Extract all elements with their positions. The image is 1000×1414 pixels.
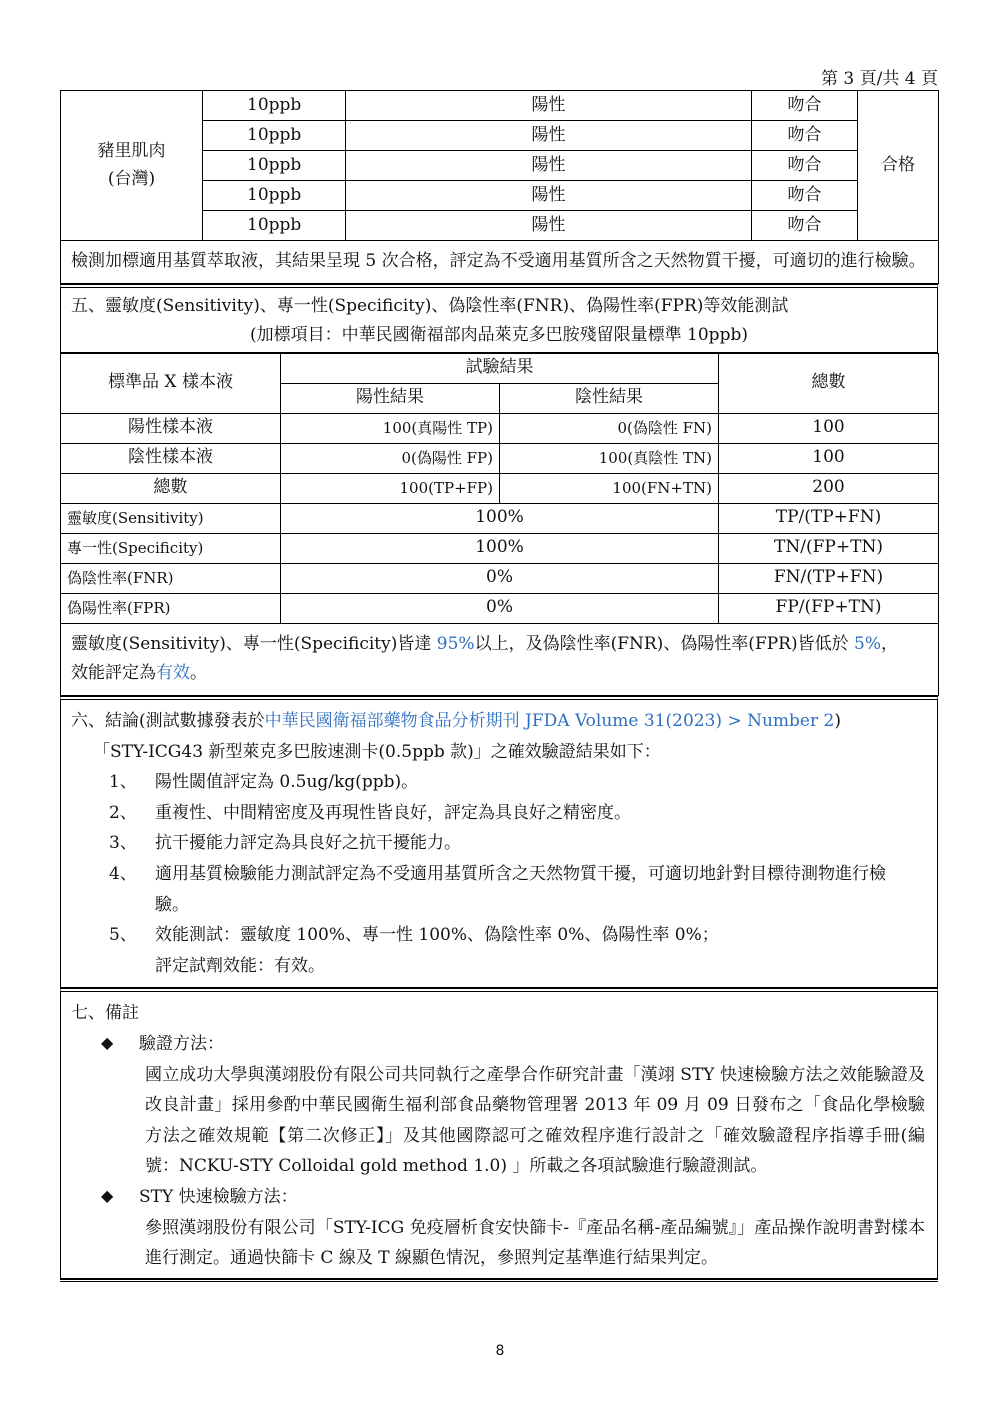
positive-count: 100(TP+FP) bbox=[281, 473, 500, 503]
section-5-header bbox=[60, 284, 938, 353]
page-number: 8 bbox=[495, 1343, 505, 1359]
row-total: 100 bbox=[719, 443, 939, 473]
bullet-title: 驗證方法： bbox=[139, 1033, 224, 1054]
list-item bbox=[71, 859, 929, 920]
bullet-paragraph: 國立成功大學與漢翊股份有限公司共同執行之產學合作研究計畫「漢翊 STY 快速檢驗方法之效能驗證及改良計畫」採用參酌中華民國衛生福利部食品藥物管理署 2013 年 09 月 09 日發布之「食品化學檢驗方法之確效規範【第二次修正】」及其他國際認可之確效程序進行設計之「確效驗證程序指導手冊(編號：NCKU-STY Colloidal gold method 1.0) 」所載之各項試驗進行驗證測試。 bbox=[145, 1064, 925, 1177]
bullet-paragraph: 參照漢翊股份有限公司「STY-ICG 免疫層析食安快篩卡-『產品名稱-產品編號』」產品操作說明書對樣本進行測定。通過快篩卡 C 線及 T 線顯色情況，參照判定基準進行結果判定。 bbox=[145, 1217, 925, 1269]
conclusion-text: 靈敏度(Sensitivity)、專一性(Specificity)皆達 bbox=[71, 633, 437, 654]
matrix-note: 檢測加標適用基質萃取液，其結果呈現 5 次合格，評定為不受適用基質所含之天然物質干擾，可適切的進行檢驗。 bbox=[61, 241, 939, 284]
diamond-bullet-icon: ◆ bbox=[101, 1032, 114, 1052]
list-item bbox=[71, 828, 929, 859]
metric-name: 偽陰性率(FNR) bbox=[61, 563, 281, 593]
conclusion-text: 以上，及偽陰性率(FNR)、偽陽性率(FPR)皆低於 bbox=[474, 633, 855, 654]
conclusion-text: 。 bbox=[190, 663, 207, 684]
positive-header: 陽性結果 bbox=[281, 383, 500, 413]
threshold-value: 5% bbox=[854, 633, 881, 654]
positive-count: 100(真陽性 TP) bbox=[281, 413, 500, 443]
metric-formula: TN/(FP+TN) bbox=[719, 533, 939, 563]
concentration-cell: 10ppb bbox=[203, 211, 346, 241]
row-label: 總數 bbox=[61, 473, 281, 503]
row-total: 200 bbox=[719, 473, 939, 503]
metric-value: 100% bbox=[281, 503, 719, 533]
list-number: 4、 bbox=[109, 864, 137, 884]
report-body bbox=[60, 90, 938, 1282]
section-5-conclusion bbox=[61, 623, 939, 696]
result-header: 試驗結果 bbox=[281, 353, 719, 383]
threshold-value: 95% bbox=[436, 633, 475, 654]
sample-origin: (台灣) bbox=[107, 168, 156, 189]
bullet-title: STY 快速檢驗方法： bbox=[139, 1186, 298, 1207]
result-cell: 陽性 bbox=[346, 121, 752, 151]
metric-name: 專一性(Specificity) bbox=[61, 533, 281, 563]
metric-name: 靈敏度(Sensitivity) bbox=[61, 503, 281, 533]
negative-count: 100(真陰性 TN) bbox=[500, 443, 719, 473]
metric-value: 100% bbox=[281, 533, 719, 563]
metric-formula: FP/(FP+TN) bbox=[719, 593, 939, 623]
effective-label: 有效 bbox=[156, 663, 190, 684]
row-label: 陰性樣本液 bbox=[61, 443, 281, 473]
list-number: 5、 bbox=[109, 925, 137, 946]
section-6-intro: 「STY-ICG43 新型萊克多巴胺速測卡(0.5ppb 款)」之確效驗證結果如下： bbox=[93, 741, 661, 762]
list-text: 適用基質檢驗能力測試評定為不受適用基質所含之天然物質干擾，可適切地針對目標待測物進行檢驗。 bbox=[155, 864, 886, 915]
result-cell: 陽性 bbox=[346, 211, 752, 241]
row-label: 陽性樣本液 bbox=[61, 413, 281, 443]
match-cell: 吻合 bbox=[752, 151, 858, 181]
performance-table bbox=[60, 353, 939, 697]
bullet-item bbox=[71, 1029, 933, 1060]
metric-value: 0% bbox=[281, 563, 719, 593]
list-text bbox=[155, 920, 719, 981]
match-cell: 吻合 bbox=[752, 211, 858, 241]
section-6 bbox=[60, 696, 938, 988]
negative-header: 陰性結果 bbox=[500, 383, 719, 413]
sample-name: 豬里肌肉 bbox=[97, 141, 166, 162]
verdict-cell: 合格 bbox=[858, 91, 939, 241]
list-text-line: 評定試劑效能：有效。 bbox=[155, 955, 325, 976]
conclusion-text: ， bbox=[881, 633, 898, 654]
list-item bbox=[71, 798, 929, 829]
list-number: 3、 bbox=[109, 833, 137, 854]
list-item bbox=[71, 920, 929, 981]
list-number: 2、 bbox=[109, 802, 137, 823]
section-6-title-text: 六、結論(測試數據發表於 bbox=[71, 711, 265, 732]
concentration-cell: 10ppb bbox=[203, 151, 346, 181]
row-total: 100 bbox=[719, 413, 939, 443]
metric-formula: FN/(TP+FN) bbox=[719, 563, 939, 593]
standard-header: 標準品 X 樣本液 bbox=[61, 353, 281, 413]
diamond-bullet-icon: ◆ bbox=[101, 1185, 114, 1205]
result-cell: 陽性 bbox=[346, 181, 752, 211]
list-text: 抗干擾能力評定為具良好之抗干擾能力。 bbox=[155, 833, 461, 854]
section-7 bbox=[60, 988, 938, 1278]
negative-count: 0(偽陰性 FN) bbox=[500, 413, 719, 443]
bullet-item bbox=[71, 1182, 933, 1213]
bottom-rule bbox=[60, 1279, 938, 1282]
matrix-test-table bbox=[60, 90, 939, 284]
concentration-cell: 10ppb bbox=[203, 91, 346, 121]
page-label: 第 3 頁/共 4 頁 bbox=[821, 69, 938, 89]
section-6-title bbox=[71, 706, 929, 737]
metric-value: 0% bbox=[281, 593, 719, 623]
journal-link[interactable]: 中華民國衛福部藥物食品分析期刊 JFDA Volume 31(2023) > Number 2 bbox=[264, 711, 835, 732]
positive-count: 0(偽陽性 FP) bbox=[281, 443, 500, 473]
section-6-title-text: ) bbox=[834, 711, 841, 732]
match-cell: 吻合 bbox=[752, 91, 858, 121]
metric-name: 偽陽性率(FPR) bbox=[61, 593, 281, 623]
list-text: 陽性閾值評定為 0.5ug/kg(ppb)。 bbox=[155, 772, 419, 793]
list-text-line: 效能測試：靈敏度 100%、專一性 100%、偽陰性率 0%、偽陽性率 0%； bbox=[155, 925, 719, 946]
concentration-cell: 10ppb bbox=[203, 181, 346, 211]
list-number: 1、 bbox=[109, 772, 137, 793]
result-cell: 陽性 bbox=[346, 91, 752, 121]
concentration-cell: 10ppb bbox=[203, 121, 346, 151]
section-5-title: 五、靈敏度(Sensitivity)、專一性(Specificity)、偽陰性率(FNR)、偽陽性率(FPR)等效能測試 bbox=[71, 295, 789, 316]
list-item bbox=[71, 767, 929, 798]
negative-count: 100(FN+TN) bbox=[500, 473, 719, 503]
match-cell: 吻合 bbox=[752, 121, 858, 151]
metric-formula: TP/(TP+FN) bbox=[719, 503, 939, 533]
match-cell: 吻合 bbox=[752, 181, 858, 211]
section-5-subtitle: (加標項目：中華民國衛福部肉品萊克多巴胺殘留限量標準 10ppb) bbox=[250, 324, 748, 345]
conclusion-text: 效能評定為 bbox=[71, 663, 156, 684]
section-7-title: 七、備註 bbox=[71, 1003, 139, 1024]
list-text: 重複性、中間精密度及再現性皆良好，評定為具良好之精密度。 bbox=[155, 802, 631, 823]
result-cell: 陽性 bbox=[346, 151, 752, 181]
total-header: 總數 bbox=[719, 353, 939, 413]
sample-cell bbox=[61, 91, 203, 241]
